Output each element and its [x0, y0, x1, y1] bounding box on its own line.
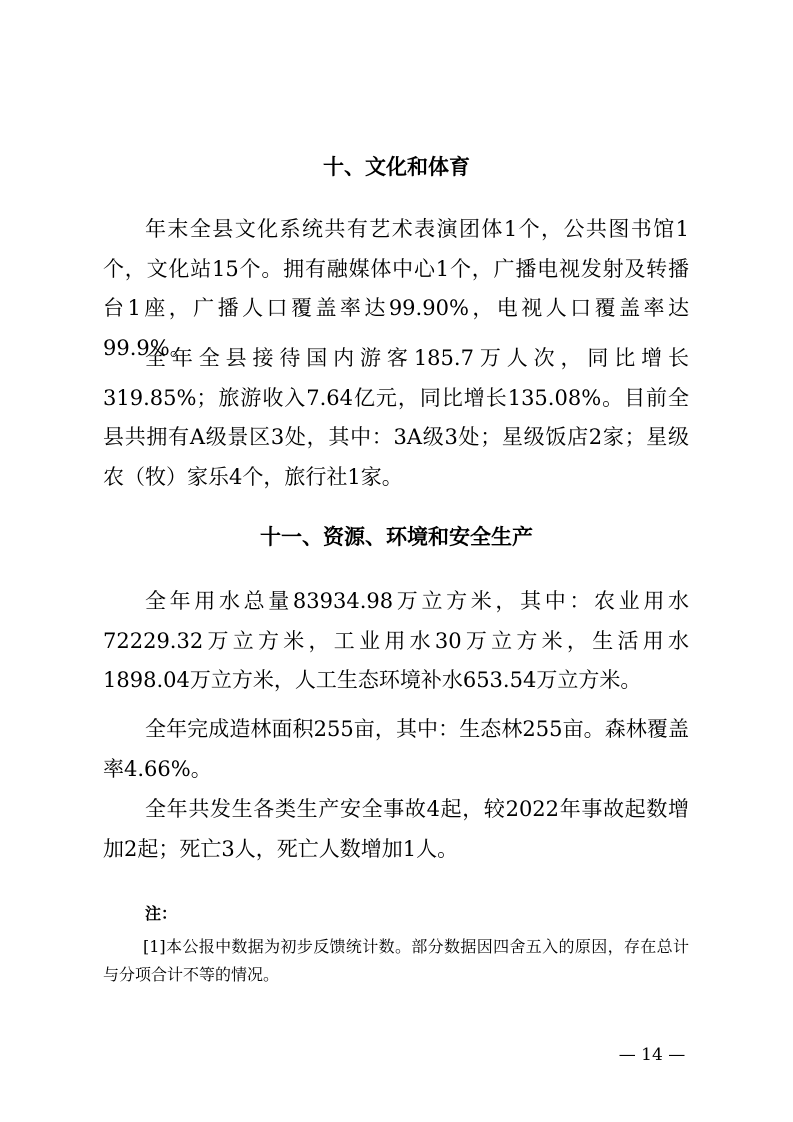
- notes-label: 注：: [145, 904, 178, 923]
- paragraph-production-safety: 全年共发生各类生产安全事故4起，较2022年事故起数增加2起；死亡3人，死亡人数增加1人。: [103, 797, 689, 861]
- section-title-culture-sports: 十、文化和体育: [323, 155, 470, 179]
- paragraph-tourism: 全年全县接待国内游客185.7万人次，同比增长319.85%；旅游收入7.64亿元，同比增长135.08%。目前全县共拥有A级景区3处，其中：3A级3处；星级饭店2家；星级农（牧）家乐4个，旅行社1家。: [103, 346, 689, 489]
- note-item: [1]本公报中数据为初步反馈统计数。部分数据因四舍五入的原因，存在总计与分项合计不等的情况。: [103, 937, 689, 984]
- paragraph-culture-facilities: 年末全县文化系统共有艺术表演团体1个，公共图书馆1个，文化站15个。拥有融媒体中心1个，广播电视发射及转播台1座，广播人口覆盖率达99.90%，电视人口覆盖率达99.9%。: [103, 217, 689, 360]
- page-number: — 14 —: [618, 1045, 686, 1065]
- paragraph-afforestation: 全年完成造林面积255亩，其中：生态林255亩。森林覆盖率4.66%。: [103, 717, 689, 781]
- paragraph-water-usage: 全年用水总量83934.98万立方米，其中：农业用水72229.32万立方米，工业用水30万立方米，生活用水1898.04万立方米，人工生态环境补水653.54万立方米。: [103, 589, 689, 692]
- section-title-resources-environment-safety: 十一、资源、环境和安全生产: [260, 525, 533, 549]
